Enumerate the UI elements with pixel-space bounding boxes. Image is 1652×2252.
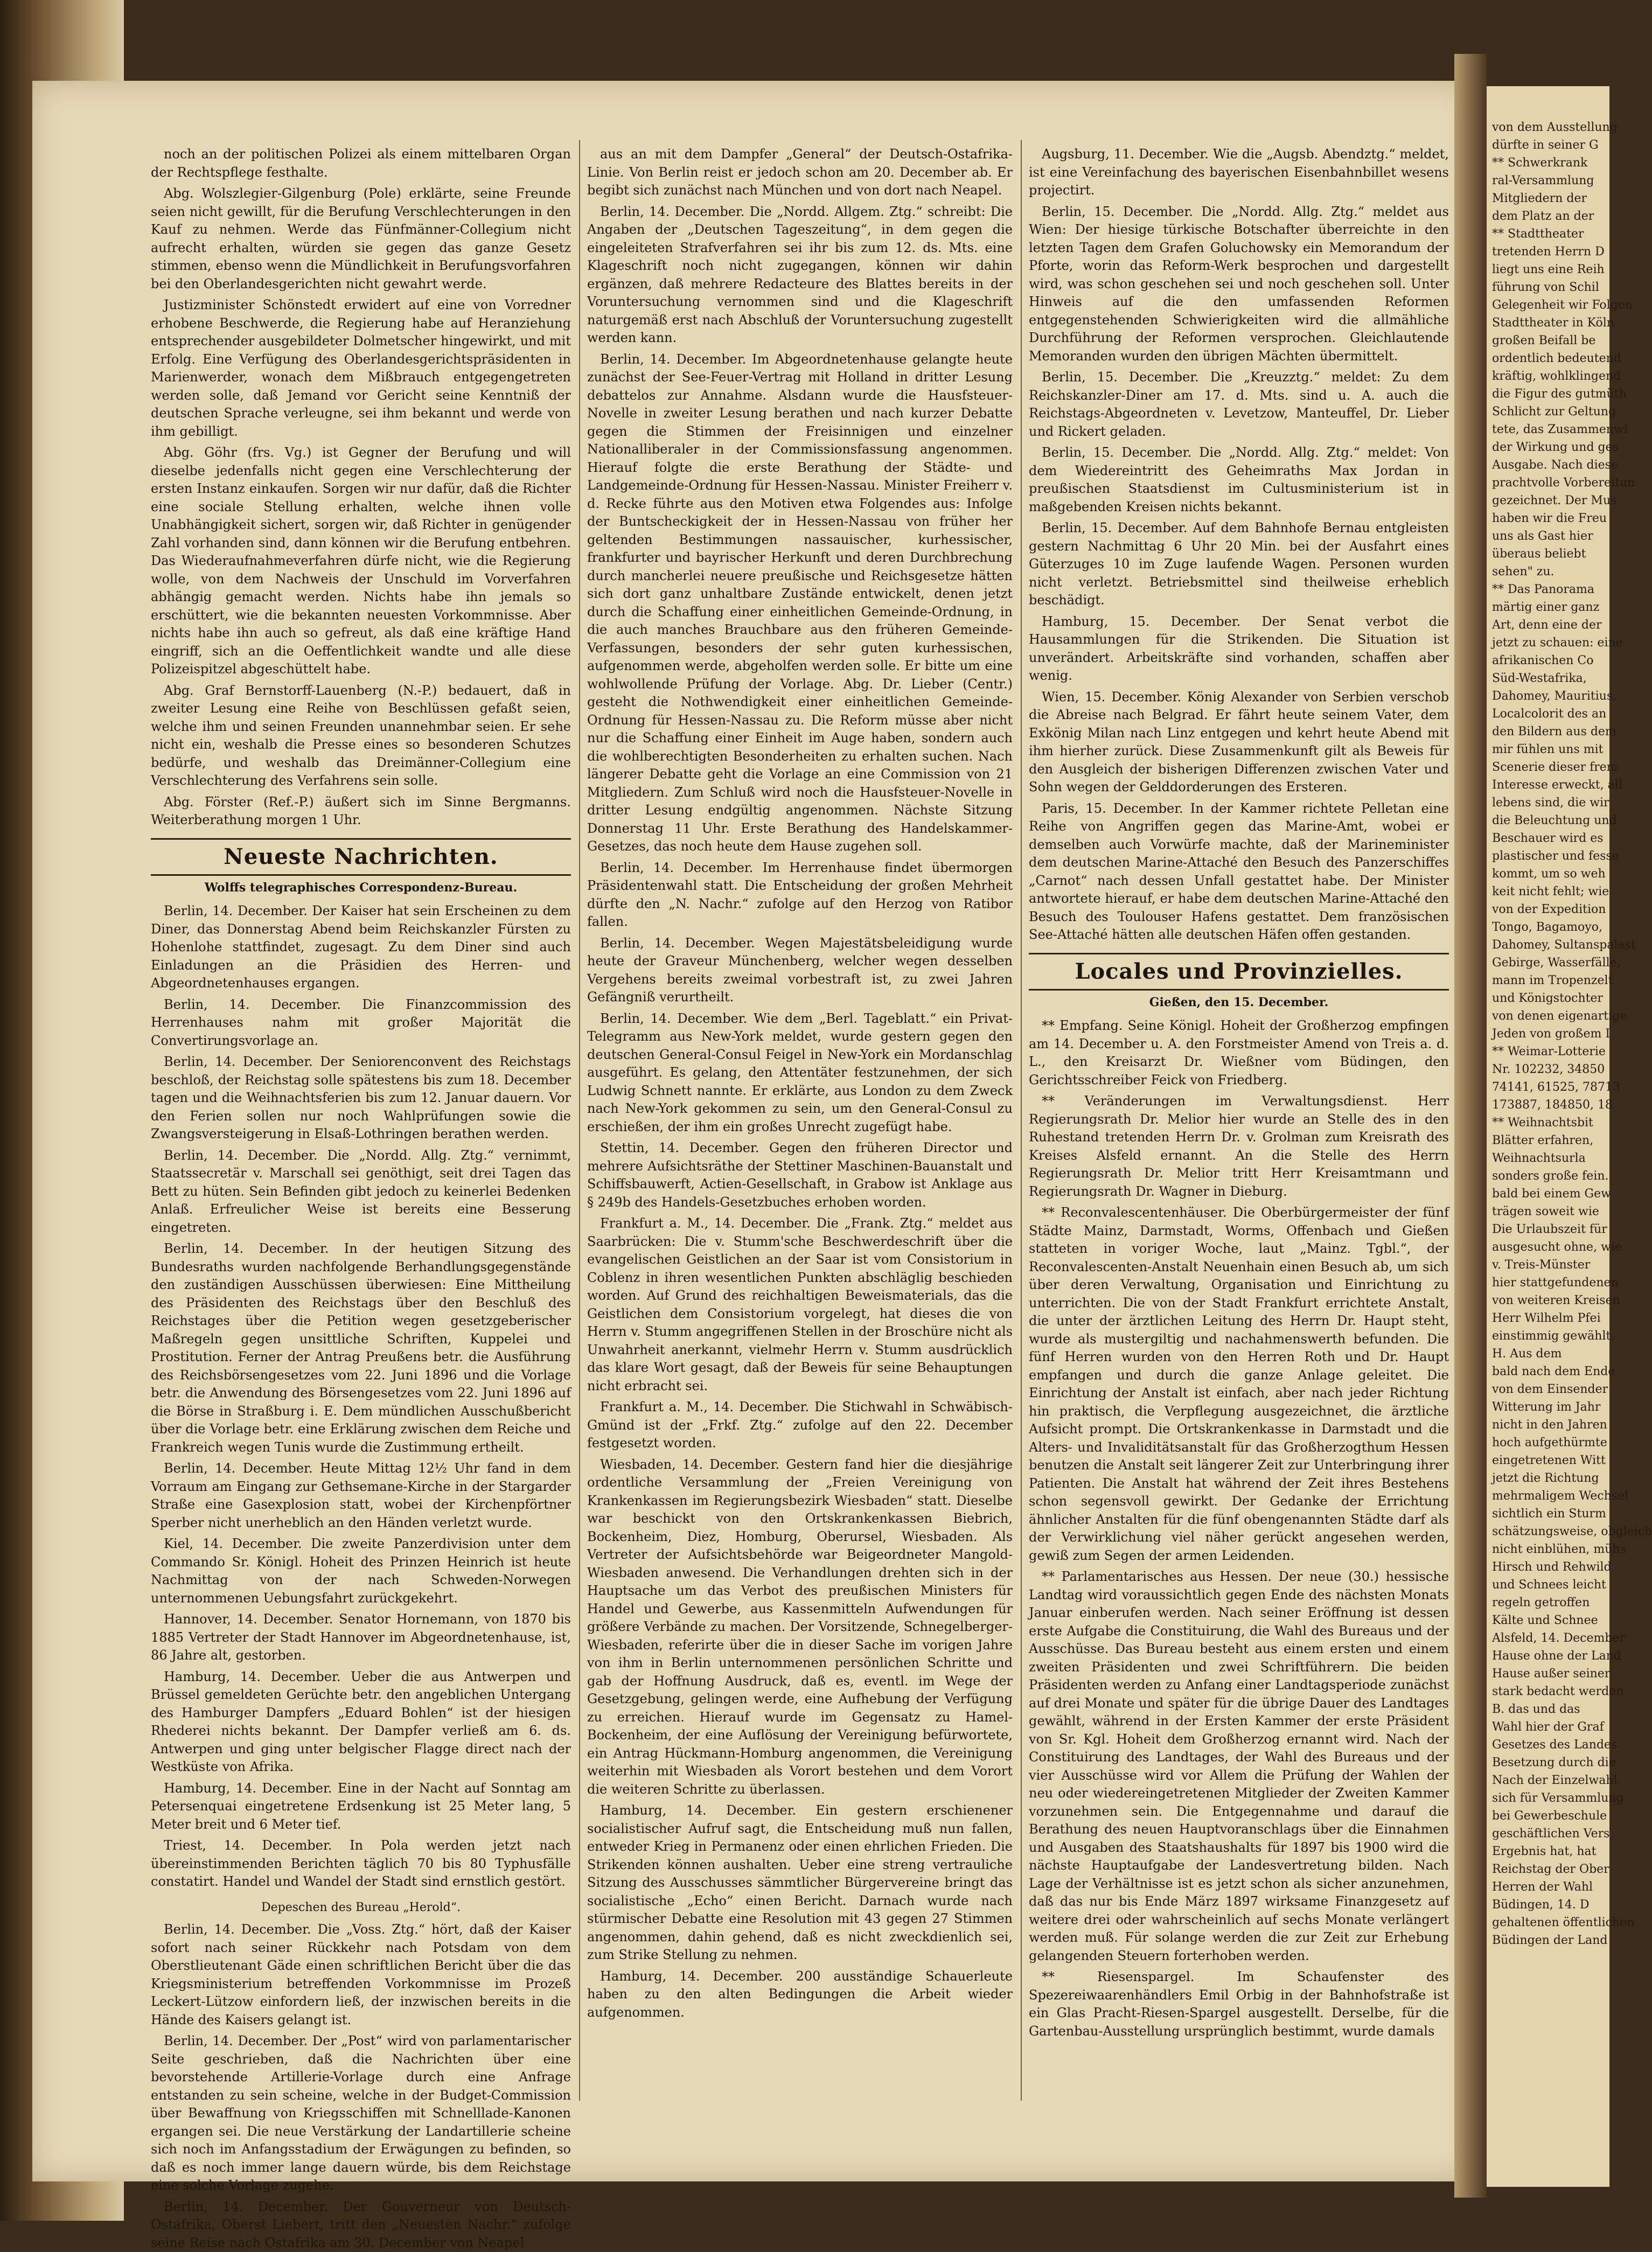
fragment-paragraph: trägen soweit wie	[1492, 1203, 1605, 1221]
fragment-paragraph: Weihnachtsurla	[1492, 1149, 1605, 1167]
col1b-paragraph: Berlin, 14. December. Der Seniorenconvent des Reichstags beschloß, der Reichstag solle spätestens bis zum 18. December tagen und die Weihnachtsferien bis zum 12. Januar dauern. Vor den Ferien sollen nur noch Wahlprüfungen sowie die Zwangsversteigerung in Elsaß-Lothringen berathen werden.	[151, 1053, 571, 1144]
fragment-paragraph: tretenden Herrn D	[1492, 243, 1605, 261]
fragment-paragraph: hier stattgefundenen	[1492, 1274, 1605, 1292]
fragment-paragraph: regeln getroffen	[1492, 1594, 1605, 1612]
col1b-paragraph: Triest, 14. December. In Pola werden jetzt nach übereinstimmenden Berichten täglich 70 bis 80 Typhusfälle constatirt. Handel und Wandel der Stadt sind ernstlich gestört.	[151, 1837, 571, 1891]
fragment-paragraph: Dahomey, Mauritius,	[1492, 687, 1605, 705]
col2-paragraph: Hamburg, 14. December. Ein gestern erschienener socialistischer Aufruf sagt, die Entscheidung muß nun fallen, entweder Krieg in Permanenz oder einen ehrlichen Frieden. Die Strikenden können aushalten. Ueber eine streng vertrauliche Sitzung des Ausschusses sämmtlicher Bürgervereine bringt das socialistische „Echo“ einen Bericht. Darnach wurde nach stürmischer Debatte eine Resolution mit 43 gegen 27 Stimmen angenommen, dahin gehend, daß es nicht zweckdienlich sei, zum Strike Stellung zu nehmen.	[587, 1802, 1013, 1964]
fragment-paragraph: jetzt zu schauen: eine	[1492, 634, 1605, 652]
col1b-paragraph: Kiel, 14. December. Die zweite Panzerdivision unter dem Commando Sr. Königl. Hoheit des Prinzen Heinrich ist heute Nachmittag von der nach Schweden-Norwegen unternommenen Uebungsfahrt zurückgekehrt.	[151, 1535, 571, 1607]
col1b-paragraph: Berlin, 14. December. Der Kaiser hat sein Erscheinen zu dem Diner, das Donnerstag Abend beim Reichskanzler Fürsten zu Hohenlohe stattfindet, zugesagt. Zu dem Diner sind auch Einladungen an die Präsidien des Herren- und Abgeordnetenhauses ergangen.	[151, 902, 571, 993]
fragment-paragraph: Alsfeld, 14. December	[1492, 1629, 1605, 1647]
fragment-paragraph: kräftig, wohlklingend	[1492, 367, 1605, 385]
col2-paragraph: Hamburg, 14. December. 200 ausständige Schauerleute haben zu den alten Bedingungen die Arbeit wieder aufgenommen.	[587, 1968, 1013, 2022]
fragment-paragraph: uns als Gast hier	[1492, 527, 1605, 545]
col1-paragraph: Abg. Göhr (frs. Vg.) ist Gegner der Berufung und will dieselbe jedenfalls nicht gegen eine Verschlechterung der ersten Instanz einkaufen. Sorgen wir nur dafür, daß die Richter eine sociale Stellung erhalten, welche ihnen volle Unabhängigkeit sichert, sorgen wir, daß Richter in genügender Zahl vorhanden sind, dann können wir die Berufung entbehren. Das Wiederaufnahmeverfahren dürfe nicht, wie die Regierung wolle, von dem Nachweis der Unschuld im Vorverfahren abhängig gemacht werden. Nichts habe ihn jemals so erschüttert, wie die bekannten neuesten Vorkommnisse. Aber nichts habe ihn auch so gefreut, als daß eine kräftige Hand eingriff, sich an die Oeffentlichkeit wandte und alle diese Polizeispitzel abgeschüttelt habe.	[151, 444, 571, 679]
fragment-paragraph: führung von Schil	[1492, 278, 1605, 296]
col2-paragraph: Berlin, 14. December. Die „Nordd. Allgem. Ztg.“ schreibt: Die Angaben der „Deutschen Tageszeitung“, in dem gegen die eingeleiteten Strafverfahren sei ihr bis zum 12. ds. Mts. eine Klageschrift noch nicht zugegangen, können wir dahin ergänzen, daß mehrere Redacteure des Blattes bereits in der Voruntersuchung vernommen sind und die Klageschrift naturgemäß erst nach Abschluß der Voruntersuchung zugestellt werden kann.	[587, 203, 1013, 347]
fragment-paragraph: tete, das Zusammenwi	[1492, 421, 1605, 438]
fragment-paragraph: Dahomey, Sultanspalast	[1492, 936, 1605, 954]
fragment-paragraph: die Beleuchtung und	[1492, 812, 1605, 829]
col3-paragraph: Hamburg, 15. December. Der Senat verbot die Hausammlungen für die Strikenden. Die Situation ist unverändert. Arbeitskräfte sind vorhanden, schaffen aber wenig.	[1029, 613, 1449, 685]
fragment-paragraph: ** Weimar-Lotterie	[1492, 1043, 1605, 1061]
col2-paragraph: Berlin, 14. December. Im Abgeordnetenhause gelangte heute zunächst der See-Feuer-Vertrag mit Holland in dritter Lesung debattelos zur Annahme. Alsdann wurde die Hausfsteuer-Novelle in zweiter Lesung berathen und nach kurzer Debatte gegen die Stimmen der Freisinnigen und einzelner Nationalliberaler in der Commissionsfassung angenommen. Hierauf folgte die erste Berathung der Städte- und Landgemeinde-Ordnung für Hessen-Nassau. Minister Freiherr v. d. Recke führte aus den Motiven etwa Folgendes aus: Infolge der Buntscheckigkeit der in Hessen-Nassau von früher her geltenden Bestimmungen nassauischer, kurhessischer, frankfurter und bayrischer Herkunft und deren Durchbrechung durch mancherlei neuere preußische und Reichsgesetze hätten sich dort ganz unhaltbare Zustände entwickelt, denen jetzt durch die Schaffung einer einheitlichen Gemeinde-Ordnung, in die auch manches Brauchbare aus den früheren Gemeinde-Verfassungen, besonders der sehr guten kurhessischen, aufgenommen werde, abgeholfen werden solle. Er bitte um eine wohlwollende Prüfung der Vorlage. Abg. Dr. Lieber (Centr.) gesteht die Nothwendigkeit einer einheitlichen Gemeinde-Ordnung für Hessen-Nassau zu. Die Reform müsse aber nicht nur die Schaffung einer Einheit im Auge haben, sondern auch die wohlberechtigten Besonderheiten zu erhalten suchen. Nach längerer Debatte geht die Vorlage an eine Commission von 21 Mitgliedern. Zum Schluß wird noch die Hausfsteuer-Novelle in dritter Lesung endgültig angenommen. Nächste Sitzung Donnerstag 11 Uhr. Erste Berathung des Handelskammer-Gesetzes, das noch heute dem Hause zugehen soll.	[587, 351, 1013, 856]
col1b-paragraph: Berlin, 14. December. Heute Mittag 12½ Uhr fand in dem Vorraum am Eingang zur Gethsemane-Kirche in der Stargarder Straße eine Gasexplosion statt, wobei der Kirchenpförtner Sperber nicht unerheblich an den Händen verletzt wurde.	[151, 1460, 571, 1532]
fragment-paragraph: ral-Versammlung	[1492, 172, 1605, 190]
col1b-paragraph: Berlin, 14. December. Die Finanzcommission des Herrenhauses nahm mit großer Majorität die Convertirungsvorlage an.	[151, 996, 571, 1050]
fragment-paragraph: Die Urlaubszeit für	[1492, 1221, 1605, 1238]
col3b-paragraph: ** Reconvalescentenhäuser. Die Oberbürgermeister der fünf Städte Mainz, Darmstadt, Worms, Offenbach und Gießen statteten in voriger Woche, laut „Mainz. Tgbl.“, der Reconvalescenten-Anstalt Neuenhain einen Besuch ab, um sich über deren Verwaltung, Organisation und Einrichtung zu unterrichten. Die von der Stadt Frankfurt errichtete Anstalt, die unter der ärztlichen Leitung des Herrn Dr. Haupt steht, wurde als mustergiltig und nachahmenswerth befunden. Die fünf Herren wurden von den Herren Roth und Dr. Haupt empfangen und durch die ganze Anlage geleitet. Die Einrichtung der Anstalt ist einfach, aber nach jeder Richtung hin praktisch, die Verpflegung ausgezeichnet, die ärztliche Aufsicht prompt. Die Ortskrankenkasse in Darmstadt und die Alters- und Invaliditätsanstalt für das Großherzogthum Hessen benutzen die Anstalt seit längerer Zeit zur Unterbringung ihrer Patienten. Die Anstalt hat während der Zeit ihres Bestehens schon segensvoll gewirkt. Der Gedanke der Errichtung ähnlicher Anstalten für die fünf obengenannten Städte darf als der Verwirklichung viel näher gerückt angesehen werden, gewiß zum Segen der armen Leidenden.	[1029, 1204, 1449, 1565]
fragment-paragraph: Ergebnis hat, hat	[1492, 1843, 1605, 1860]
column-2	[587, 145, 1013, 2095]
col3b-paragraph: ** Veränderungen im Verwaltungsdienst. Herr Regierungsrath Dr. Melior hier wurde an Stelle des in den Ruhestand tretenden Herrn Dr. v. Grolman zum Kreisrath des Kreises Alsfeld ernannt. An die Stelle des Herrn Regierungsrath Dr. Melior tritt Herr Kreisamtmann und Regierungsrath Dr. Wagner in Dieburg.	[1029, 1092, 1449, 1201]
fragment-paragraph: von weiteren Kreisen	[1492, 1292, 1605, 1309]
fragment-paragraph: von denen eigenartige	[1492, 1007, 1605, 1025]
fragment-paragraph: mann im Tropenzelt	[1492, 972, 1605, 989]
fragment-paragraph: Büdingen der Land	[1492, 1932, 1605, 1949]
fragment-paragraph: sonders große fein.	[1492, 1167, 1605, 1185]
fragment-paragraph: den Bildern aus dem	[1492, 723, 1605, 741]
book-gutter-right	[1454, 54, 1487, 2198]
fragment-paragraph: ** Das Panorama	[1492, 581, 1605, 598]
col1b-paragraph: Hamburg, 14. December. Eine in der Nacht auf Sonntag am Petersenquai eingetretene Erdsenkung ist 25 Meter lang, 5 Meter breit und 6 Meter tief.	[151, 1780, 571, 1834]
col1-paragraph: Abg. Graf Bernstorff-Lauenberg (N.-P.) bedauert, daß in zweiter Lesung eine Reihe von Beschlüssen gefaßt seien, welche ihm und seinen Freunden unannehmbar seien. Er sehe nicht ein, weshalb die Presse eines so besonderen Schutzes bedürfe, und weshalb das Dreimänner-Collegium eine Verschlechterung des Verfahrens sein solle.	[151, 682, 571, 790]
col2-paragraph: Stettin, 14. December. Gegen den früheren Director und mehrere Aufsichtsräthe der Stettiner Maschinen-Bauanstalt und Schiffsbauwerft, Actien-Gesellschaft, in Grabow ist Anklage aus § 249b des Handels-Gesetzbuches erhoben worden.	[587, 1139, 1013, 1211]
col2-paragraph: Frankfurt a. M., 14. December. Die Stichwahl in Schwäbisch-Gmünd ist der „Frkf. Ztg.“ zufolge auf den 22. December festgesetzt worden.	[587, 1398, 1013, 1453]
fragment-paragraph: Blätter erfahren,	[1492, 1132, 1605, 1149]
fragment-paragraph: B. das und das	[1492, 1700, 1605, 1718]
fragment-paragraph: Localcolorit des an	[1492, 705, 1605, 723]
fragment-paragraph: Beschauer wird es	[1492, 829, 1605, 847]
col3-paragraph: Berlin, 15. December. Die „Kreuzztg.“ meldet: Zu dem Reichskanzler-Diner am 17. d. Mts. sind u. A. auch die Reichstags-Abgeordneten v. Levetzow, Manteuffel, Dr. Lieber und Rickert geladen.	[1029, 368, 1449, 441]
fragment-paragraph: Nach der Einzelwahl	[1492, 1772, 1605, 1789]
subheading-herold: Depeschen des Bureau „Herold“.	[151, 1899, 571, 1917]
fragment-paragraph: hoch aufgethürmte	[1492, 1434, 1605, 1452]
fragment-paragraph: Büdingen, 14. D	[1492, 1896, 1605, 1914]
col2-paragraph: aus an mit dem Dampfer „General“ der Deutsch-Ostafrika-Linie. Von Berlin reist er jedoch schon am 20. December ab. Er begibt sich zunächst nach München und von dort nach Neapel.	[587, 145, 1013, 200]
fragment-paragraph: die Figur des gutmüth	[1492, 385, 1605, 403]
fragment-paragraph: bald nach dem Ende	[1492, 1363, 1605, 1381]
col2-paragraph: Frankfurt a. M., 14. December. Die „Frank. Ztg.“ meldet aus Saarbrücken: Die v. Stumm'sche Beschwerdeschrift über die evangelischen Geistlichen an der Saar ist vom Consistorium in Coblenz in ihren wesentlichen Punkten abschläglig beschieden worden. Auf Grund des reichhaltigen Beweismaterials, das die Geistlichen dem Consistorium vorgelegt, hat dieses die von Herrn v. Stumm angegriffenen Stellen in der Broschüre nicht als Unwahrheit anerkannt, vielmehr Herrn v. Stumm ausdrücklich das klare Wort gesagt, daß der Beweis für seine Behauptungen nicht erbracht sei.	[587, 1215, 1013, 1395]
fragment-paragraph: prachtvolle Vorbereitun	[1492, 474, 1605, 492]
fragment-paragraph: bei Gewerbeschule	[1492, 1807, 1605, 1825]
next-page-text	[1492, 118, 1605, 2165]
col3-paragraph: Berlin, 15. December. Die „Nordd. Allg. Ztg.“ meldet aus Wien: Der hiesige türkische Botschafter überreichte in den letzten Tagen dem Grafen Goluchowsky ein Memorandum der Pforte, worin das Reform-Werk besprochen und dargestellt wird, was schon geschehen sei und noch geschehen soll. Unter Hinweis auf die den umfassenden Reformen entgegenstehenden Schwierigkeiten wird die allmähliche Durchführung der Reformen versprochen. Gleichlautende Memoranden wurden den übrigen Mächten übermittelt.	[1029, 203, 1449, 366]
fragment-paragraph: Jeden von großem I	[1492, 1025, 1605, 1043]
column-3	[1029, 145, 1449, 2095]
col3-paragraph: Berlin, 15. December. Auf dem Bahnhofe Bernau entgleisten gestern Nachmittag 6 Uhr 20 Min. bei der Ausfahrt eines Güterzuges 10 im Zuge laufende Wagen. Personen wurden nicht verletzt. Betriebsmittel sind theilweise erheblich beschädigt.	[1029, 519, 1449, 610]
section-heading-locales: Locales und Provinzielles.	[1029, 953, 1449, 991]
fragment-paragraph: gehaltenen öffentlichen	[1492, 1914, 1605, 1932]
column-2-news	[587, 145, 1013, 2021]
col2-paragraph: Berlin, 14. December. Wie dem „Berl. Tageblatt.“ ein Privat-Telegramm aus New-York meldet, wurde gestern gegen den deutschen General-Consul Feigel in New-York ein Mordanschlag ausgeführt. Es gelang, den Attentäter festzunehmen, der sich Ludwig Schnett nannte. Er erklärte, aus London zu dem Zweck nach New-York gekommen zu sein, um den General-Consul zu erschießen, der ihm ein großes Unrecht zugefügt habe.	[587, 1010, 1013, 1137]
fragment-paragraph: sich für Versammlung	[1492, 1789, 1605, 1807]
fragment-paragraph: mehrmaligem Wechsel	[1492, 1487, 1605, 1505]
fragment-paragraph: Hause außer seiner	[1492, 1665, 1605, 1683]
fragment-paragraph: Süd-Westafrika,	[1492, 670, 1605, 687]
fragment-paragraph: Scenerie dieser frem	[1492, 758, 1605, 776]
fragment-paragraph: stark bedacht werden	[1492, 1683, 1605, 1700]
fragment-paragraph: und Königstochter	[1492, 989, 1605, 1007]
fragment-paragraph: Nr. 102232, 34850	[1492, 1061, 1605, 1078]
fragment-paragraph: überaus beliebt	[1492, 545, 1605, 563]
fragment-paragraph: Herren der Wahl	[1492, 1878, 1605, 1896]
fragment-paragraph: ** Stadttheater	[1492, 225, 1605, 243]
section-heading-neueste-nachrichten: Neueste Nachrichten.	[151, 838, 571, 876]
col3b-paragraph: ** Riesenspargel. Im Schaufenster des Spezereiwaarenhändlers Emil Orbig in der Bahnhofstraße ist ein Glas Pracht-Riesen-Spargel ausgestellt. Derselbe, für die Gartenbau-Ausstellung ursprünglich bestimmt, wurde damals	[1029, 1968, 1449, 2040]
fragment-paragraph: und Schnees leicht	[1492, 1576, 1605, 1594]
col1c-paragraph: Berlin, 14. December. Die „Voss. Ztg.“ hört, daß der Kaiser sofort nach seiner Rückkehr nach Potsdam von dem Oberstlieutenant Gäde einen schriftlichen Bericht über die das Kriegsministerium betreffenden Vorkommnisse im Prozeß Leckert-Lützow einfordern ließ, der inzwischen bereits in die Hände des Kaisers gelangt ist.	[151, 1921, 571, 2029]
col3-paragraph: Berlin, 15. December. Die „Nordd. Allg. Ztg.“ meldet: Von dem Wiedereintritt des Geheimraths Max Jordan in preußischen Staatsdienst im Cultusministerium ist in maßgebenden Kreisen nichts bekannt.	[1029, 444, 1449, 516]
fragment-paragraph: Gelegenheit wir Folgen	[1492, 296, 1605, 314]
col2-paragraph: Berlin, 14. December. Im Herrenhause findet übermorgen Präsidentenwahl statt. Die Entscheidung der großen Mehrheit dürfte den „N. Nachr.“ zufolge auf den Herzog von Ratibor fallen.	[587, 859, 1013, 931]
fragment-paragraph: von der Expedition	[1492, 901, 1605, 918]
fragment-paragraph: sehen" zu.	[1492, 563, 1605, 581]
fragment-paragraph: dürfte in seiner G	[1492, 136, 1605, 154]
fragment-paragraph: Kälte und Schnee	[1492, 1612, 1605, 1629]
fragment-paragraph: Mitgliedern der	[1492, 190, 1605, 207]
fragment-paragraph: von dem Ausstellung	[1492, 118, 1605, 136]
fragment-paragraph: v. Treis-Münster	[1492, 1256, 1605, 1274]
column-rule-1	[579, 140, 580, 2101]
fragment-paragraph: Hirsch und Rehwild	[1492, 1558, 1605, 1576]
fragment-paragraph: kommt, um so weh	[1492, 865, 1605, 883]
column-rule-2	[1021, 140, 1022, 2101]
col3b-paragraph: ** Empfang. Seine Königl. Hoheit der Großherzog empfingen am 14. December u. A. den Forstmeister Amend von Treis a. d. L., den Kreisarzt Dr. Wießner vom Büdingen, den Gerichtsschreiber Feick von Friedberg.	[1029, 1017, 1449, 1089]
fragment-paragraph: H. Aus dem	[1492, 1345, 1605, 1363]
fragment-paragraph: einstimmig gewählt.	[1492, 1327, 1605, 1345]
fragment-paragraph: Wahl hier der Graf	[1492, 1718, 1605, 1736]
fragment-paragraph: von dem Einsender	[1492, 1381, 1605, 1398]
column-3-local-news	[1029, 1017, 1449, 2040]
fragment-paragraph: 173887, 184850, 18	[1492, 1096, 1605, 1114]
fragment-paragraph: ordentlich bedeutend	[1492, 350, 1605, 367]
fragment-paragraph: nicht in den Jahren	[1492, 1416, 1605, 1434]
fragment-paragraph: geschäftlichen Vers	[1492, 1825, 1605, 1843]
col1c-paragraph: Berlin, 14. December. Der Gouverneur von Deutsch-Ostafrika, Oberst Liebert, tritt den „Neuesten Nachr.“ zufolge seine Reise nach Ostafrika am 30. December von Neapel	[151, 2198, 571, 2252]
local-dateline: Gießen, den 15. December.	[1029, 994, 1449, 1012]
column-3-news	[1029, 145, 1449, 944]
fragment-paragraph: Besetzung durch die	[1492, 1754, 1605, 1772]
column-1-herold-news	[151, 1921, 571, 2252]
column-1-news	[151, 902, 571, 1891]
fragment-paragraph: 74141, 61525, 78713	[1492, 1078, 1605, 1096]
fragment-paragraph: Interesse erweckt, all	[1492, 776, 1605, 794]
fragment-paragraph: Gebirge, Wasserfälle,	[1492, 954, 1605, 972]
col1b-paragraph: Berlin, 14. December. Die „Nordd. Allg. Ztg.“ vernimmt, Staatssecretär v. Marschall sei genöthigt, seit drei Tagen das Bett zu hüten. Sein Befinden gibt jedoch zu keinerlei Bedenken Anlaß. Erfreulicher Weise ist bereits eine Besserung eingetreten.	[151, 1147, 571, 1237]
fragment-paragraph: Stadttheater in Köln	[1492, 314, 1605, 332]
fragment-paragraph: jetzt die Richtung	[1492, 1469, 1605, 1487]
col2-paragraph: Wiesbaden, 14. December. Gestern fand hier die diesjährige ordentliche Versammlung der „Freien Vereinigung von Krankenkassen im Regierungsbezirk Wiesbaden“ statt. Dieselbe war beschickt von den Ortskrankenkassen Biebrich, Bockenheim, Diez, Homburg, Oberursel, Wiesbaden. Als Vertreter der Aufsichtsbehörde war Beigeordneter Mangold-Wiesbaden anwesend. Die Verhandlungen drehten sich in der Hauptsache um das Verbot des preußischen Ministers für Handel und Gewerbe, aus Kassenmitteln Aufwendungen für größere Verbände zu machen. Der Vorsitzende, Schnegelberger-Wiesbaden, referirte über die in dieser Sache im vorigen Jahre von ihm in Berlin unternommenen persönlichen Schritte und gab der Hoffnung Ausdruck, daß es, eventl. im Wege der Gesetzgebung, gelingen werde, eine Aufhebung der Verfügung zu erreichen. Hierauf wurde im Gegensatz zu Hamel-Bockenheim, der eine Auflösung der Vereinigung befürwortete, ein Antrag Hückmann-Homburg angenommen, die Vereinigung weiterhin mit Wiesbaden als Vorort bestehen und dem Vorort die weiteren Schritte zu überlassen.	[587, 1456, 1013, 1799]
fragment-paragraph: Witterung im Jahr	[1492, 1398, 1605, 1416]
col1-paragraph: Justizminister Schönstedt erwidert auf eine von Vorredner erhobene Beschwerde, die Regierung habe auf Heranziehung entsprechender ausgebildeter Dolmetscher hingewirkt, und mit Erfolg. Eine Verfügung des Oberlandesgerichtspräsidenten in Marienwerder, wonach dem Mißbrauch entgegengetreten werden solle, daß Jemand vor Gericht seine Kenntniß der deutschen Sprache verleugne, sei ihm bekannt und werde von ihm gebilligt.	[151, 296, 571, 441]
fragment-paragraph: Herr Wilhelm Pfei	[1492, 1309, 1605, 1327]
col1-paragraph: Abg. Wolszlegier-Gilgenburg (Pole) erklärte, seine Freunde seien nicht gewillt, für die Berufung Verschlechterungen in den Kauf zu nehmen. Werde das Fünfmänner-Collegium nicht aufrecht erhalten, würden sie gegen das ganze Gesetz stimmen, ebenso wenn die Mündlichkeit in Berufungsvorfahren bei den Oberlandesgerichten nicht gewahrt werde.	[151, 185, 571, 293]
col3b-paragraph: ** Parlamentarisches aus Hessen. Der neue (30.) hessische Landtag wird voraussichtlich gegen Ende des nächsten Monats Januar einberufen werden. Nach seiner Eröffnung ist dessen erste Aufgabe die Constituirung, die Wahl des Bureaus und der Ausschüsse. Das Bureau besteht aus einem ersten und einem zweiten Präsidenten und zwei Schriftführern. Die beiden Präsidenten werden zu Anfang einer Landtagsperiode zunächst auf drei Monate und später für die übrige Dauer des Landtages gewählt, während in der Ersten Kammer der erste Präsident von Sr. Kgl. Hoheit dem Großherzog ernannt wird. Nach der Constituirung des Landtages, der Wahl des Bureaus und der vier Ausschüsse wird vor Allem die Prüfung der Wahlen der neu oder wiedereingetretenen Mitglieder der Zweiten Kammer vorzunehmen sein. Die Entgegennahme und darauf die Berathung des neuen Hauptvoranschlags über die Einnahmen und Ausgaben des Staatshaushalts für 1897 bis 1900 wird die nächste Hauptaufgabe der Landesvertretung bilden. Nach Lage der Verhältnisse ist es jetzt schon als sicher anzunehmen, daß das nur bis Ende März 1897 wirksame Finanzgesetz auf weitere drei oder wahrscheinlich auf sechs Monate verlängert werden muß. Für solange werden die zur Zeit zur Erhebung gelangenden Steuern forterhoben werden.	[1029, 1568, 1449, 1965]
fragment-paragraph: Reichstag der Ober	[1492, 1860, 1605, 1878]
col3-paragraph: Wien, 15. December. König Alexander von Serbien verschob die Abreise nach Belgrad. Er fährt heute seinem Vater, dem Exkönig Milan nach Linz entgegen und kehrt heute Abend mit ihm hierher zurück. Diese Zusammenkunft gilt als Beweis für den Ausgleich der bisherigen Differenzen zwischen Vater und Sohn wegen der Gelddorderungen des Ersteren.	[1029, 688, 1449, 797]
fragment-paragraph: Ausgabe. Nach diese	[1492, 456, 1605, 474]
fragment-paragraph: Schlicht zur Geltung	[1492, 403, 1605, 421]
fragment-paragraph: haben wir die Freu	[1492, 510, 1605, 527]
fragment-paragraph: Tongo, Bagamoyo,	[1492, 918, 1605, 936]
fragment-paragraph: nicht einblühen, mühs	[1492, 1540, 1605, 1558]
column-1	[151, 145, 571, 2095]
fragment-paragraph: Hause ohne der Land	[1492, 1647, 1605, 1665]
fragment-paragraph: schätzungsweise, obgleich	[1492, 1523, 1605, 1540]
column-1-top-text	[151, 145, 571, 829]
fragment-paragraph: keit nicht fehlt; wie	[1492, 883, 1605, 901]
col1c-paragraph: Berlin, 14. December. Der „Post“ wird von parlamentarischer Seite geschrieben, daß die Nachrichten über eine bevorstehende Artillerie-Vorlage durch eine Anfrage entstanden zu sein scheine, welche in der Budget-Commission über Bewaffnung von Kriegsschiffen mit Schnelllade-Kanonen ergangen sei. Die neue Verstärkung der Landartillerie scheine sich noch im Anfangsstadium der Erwägungen zu befinden, so daß es noch immer lange dauern würde, bis dem Reichstage eine solche Vorlage zugehe.	[151, 2032, 571, 2195]
fragment-paragraph: Art, denn eine der	[1492, 616, 1605, 634]
fragment-paragraph: ** Schwerkrank	[1492, 154, 1605, 172]
fragment-paragraph: eingetretenen Witt	[1492, 1452, 1605, 1469]
col1b-paragraph: Berlin, 14. December. In der heutigen Sitzung des Bundesraths wurden nachfolgende Berhandlungsgegenstände den zuständigen Ausschüssen überwiesen: Eine Mittheilung des Präsidenten des Reichstags über den Beschluß des Reichstages über die Petition wegen gesetzgeberischer Maßregeln gegen unsittliche Schriften, Kuppelei und Prostitution. Ferner der Antrag Preußens betr. die Ausführung des Reichsbörsengesetzes vom 22. Juni 1896 und die Vorlage betr. die Anwendung des Börsengesetzes vom 22. Juni 1896 auf die Börse in Straßburg i. E. Dem mündlichen Ausschußbericht über die Vorlage betr. eine Erklärung zwischen dem Reiche und Frankreich wegen Tunis wurde die Zustimmung ertheilt.	[151, 1240, 571, 1456]
col1-paragraph: Abg. Förster (Ref.-P.) äußert sich im Sinne Bergmanns. Weiterberathung morgen 1 Uhr.	[151, 793, 571, 829]
col1b-paragraph: Hannover, 14. December. Senator Hornemann, von 1870 bis 1885 Vertreter der Stadt Hannover im Abgeordnetenhause, ist, 86 Jahre alt, gestorben.	[151, 1610, 571, 1665]
col3-paragraph: Augsburg, 11. December. Wie die „Augsb. Abendztg.“ meldet, ist eine Vereinfachung des bayerischen Eisenbahnbillet wesens projectirt.	[1029, 145, 1449, 200]
fragment-paragraph: afrikanischen Co	[1492, 652, 1605, 670]
col1-paragraph: noch an der politischen Polizei als einem mittelbaren Organ der Rechtspflege festhalte.	[151, 145, 571, 182]
fragment-paragraph: der Wirkung und ges	[1492, 438, 1605, 456]
fragment-paragraph: gezeichnet. Der Mus	[1492, 492, 1605, 510]
fragment-paragraph: ausgesucht ohne, wie	[1492, 1238, 1605, 1256]
fragment-paragraph: mir fühlen uns mit	[1492, 741, 1605, 758]
next-page-fragment	[1487, 86, 1609, 2187]
fragment-paragraph: liegt uns eine Reih	[1492, 261, 1605, 278]
fragment-paragraph: dem Platz an der	[1492, 207, 1605, 225]
fragment-paragraph: sichtlich ein Sturm	[1492, 1505, 1605, 1523]
fragment-paragraph: ** Weihnachtsbit	[1492, 1114, 1605, 1132]
section-subheading-wolff: Wolffs telegraphisches Correspondenz-Bureau.	[151, 879, 571, 897]
col2-paragraph: Berlin, 14. December. Wegen Majestätsbeleidigung wurde heute der Graveur Münchenberg, welcher wegen desselben Vergehens bereits zweimal vorbestraft ist, zu zwei Jahren Gefängniß verurtheilt.	[587, 935, 1013, 1007]
fragment-paragraph: lebens sind, die wir	[1492, 794, 1605, 812]
fragment-paragraph: plastischer und fesse	[1492, 847, 1605, 865]
fragment-paragraph: märtig einer ganz	[1492, 598, 1605, 616]
col1b-paragraph: Hamburg, 14. December. Ueber die aus Antwerpen und Brüssel gemeldeten Gerüchte betr. den angeblichen Untergang des Hamburger Dampfers „Eduard Bohlen“ ist der hiesigen Rhederei nichts bekannt. Der Dampfer verließ am 6. ds. Antwerpen und ging unter belgischer Flagge direct nach der Westküste von Afrika.	[151, 1668, 571, 1776]
fragment-paragraph: bald bei einem Gew	[1492, 1185, 1605, 1203]
col3-paragraph: Paris, 15. December. In der Kammer richtete Pelletan eine Reihe von Angriffen gegen das Marine-Amt, wobei er demselben auch Vorwürfe machte, daß der Marineminister dem deutschen Marine-Attaché den Besuch des Panzerschiffes „Carnot“ nach dessen Unfall gestattet habe. Der Minister antwortete hierauf, er habe dem deutschen Marine-Attaché den Besuch des Toulouser Hafens gestattet. Dem französischen See-Attaché hätten alle deutschen Häfen offen gestanden.	[1029, 800, 1449, 944]
fragment-paragraph: großen Beifall be	[1492, 332, 1605, 350]
fragment-paragraph: Gesetzes des Landes	[1492, 1736, 1605, 1754]
